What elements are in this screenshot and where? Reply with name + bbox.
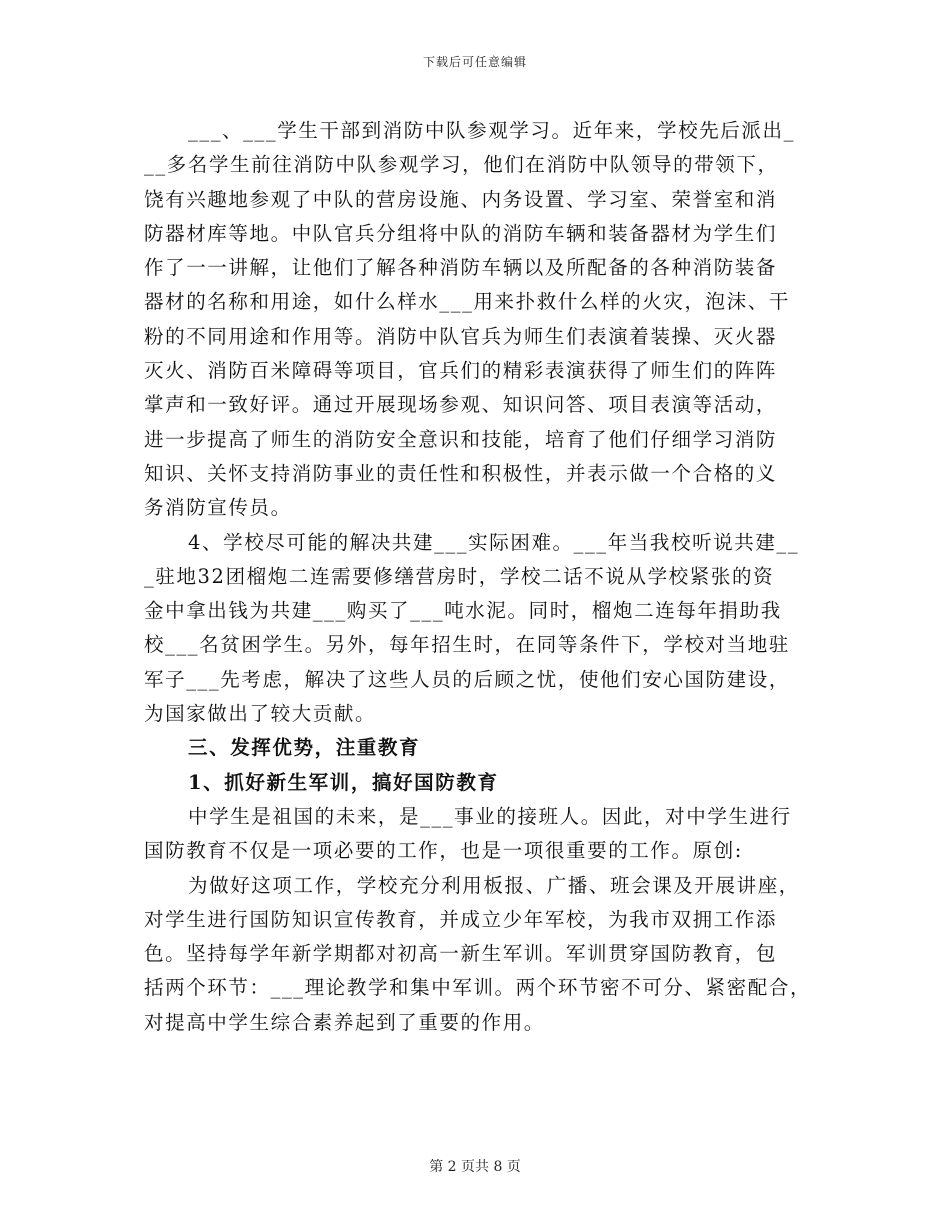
text-line: 校___名贫困学生。另外，每年招生时，在同等条件下，学校对当地驻 [144,633,790,657]
section-heading-line: 1、抓好新生军训，搞好国防教育 [188,770,499,794]
page-header: 下载后可任意编辑 [422,55,527,69]
body-text [144,114,816,1040]
text-line: 4、学校尽可能的解决共建___实际困难。___年当我校听说共建__ [188,530,800,554]
text-line: 括两个环节：___理论教学和集中军训。两个环节密不可分、紧密配合， [144,976,812,1000]
text-line: 进一步提高了师生的消防安全意识和技能，培育了他们仔细学习消防 [144,427,778,451]
text-line: 知识、关怀支持消防事业的责任性和积极性，并表示做一个合格的义 [144,461,778,485]
text-line: 色。坚持每学年新学期都对初高一新生军训。军训贯穿国防教育，包 [144,942,778,966]
text-line: 防器材库等地。中队官兵分组将中队的消防车辆和装备器材为学生们 [144,221,778,245]
text-line: 为做好这项工作，学校充分利用板报、广播、班会课及开展讲座， [188,873,800,897]
text-line: 金中拿出钱为共建___购买了___吨水泥。同时，榴炮二连每年捐助我 [144,599,782,623]
text-line: 灭火、消防百米障碍等项目，官兵们的精彩表演获得了师生们的阵阵 [144,359,778,383]
text-line: 国防教育不仅是一项必要的工作，也是一项很重要的工作。原创: [144,839,743,863]
text-line: 对提高中学生综合素养起到了重要的作用。 [144,1010,545,1034]
text-line: 粉的不同用途和作用等。消防中队官兵为师生们表演着装操、灭火器 [144,324,778,348]
text-line: __多名学生前往消防中队参观学习，他们在消防中队领导的带领下， [144,153,779,177]
text-line: 器材的名称和用途，如什么样水___用来扑救什么样的火灾，泡沫、干 [144,290,790,314]
section-heading-line: 三、发挥优势，注重教育 [188,736,421,760]
text-line: 军子___先考虑，解决了这些人员的后顾之忧，使他们安心国防建设， [144,667,790,691]
text-line: _驻地32团榴炮二连需要修缮营房时，学校二话不说从学校紧张的资 [144,564,775,588]
text-line: 为国家做出了较大贡献。 [144,702,377,726]
text-line: 中学生是祖国的未来，是___事业的接班人。因此，对中学生进行 [188,804,792,828]
text-line: 作了一一讲解，让他们了解各种消防车辆以及所配备的各种消防装备 [144,256,778,280]
page-footer: 第 2 页共 8 页 [429,1159,521,1175]
text-line: 饶有兴趣地参观了中队的营房设施、内务设置、学习室、荣誉室和消 [144,187,778,211]
text-line: 掌声和一致好评。通过开展现场参观、知识问答、项目表演等活动， [144,393,778,417]
text-line: ___、___学生干部到消防中队参观学习。近年来，学校先后派出_ [188,119,795,142]
text-line: 对学生进行国防知识宣传教育，并成立少年军校，为我市双拥工作添 [144,907,778,931]
text-line: 务消防宣传员。 [144,496,292,520]
